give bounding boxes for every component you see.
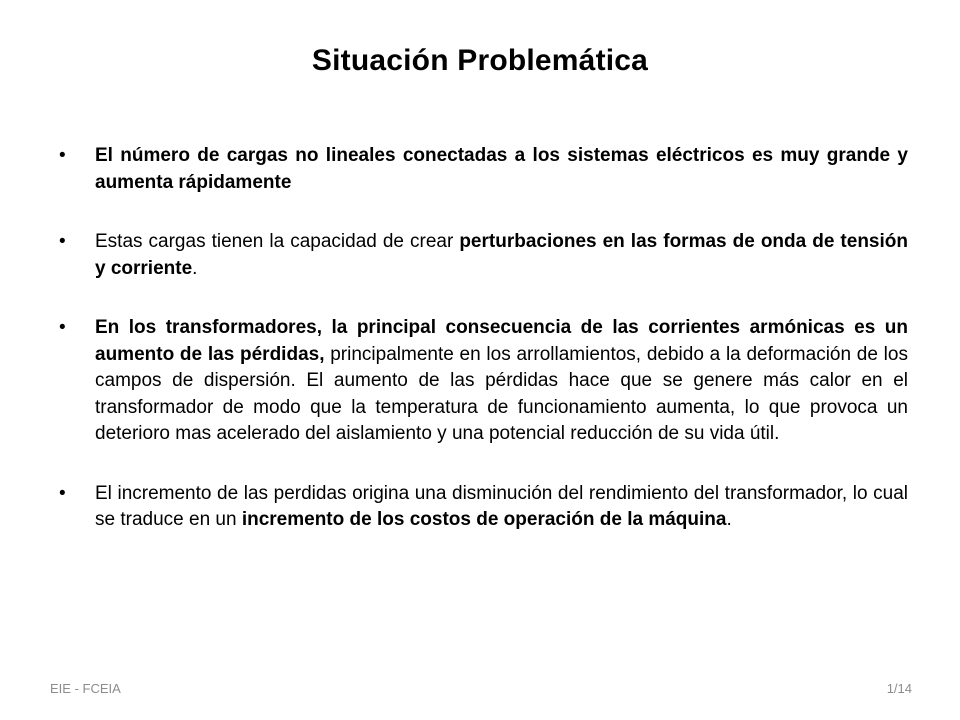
bullet-text: principalmente en los arrollamientos, debido a la deformación de los campos de dispersión. El aumento de las pérdidas hace que se genere más calor en el transformador de modo que la temperatura de funcionamiento aumenta, lo que provoca un deterioro mas acelerado del aislamiento y una potencial reducción de su vida útil. (95, 343, 908, 444)
bullet-text: El incremento de las perdidas origina una disminución del rendimiento del transformador, lo cual se traduce en un (95, 482, 908, 530)
bullet-text: . (726, 509, 732, 530)
slide-title: Situación Problemática (311, 44, 649, 77)
bullet-icon: • (59, 231, 66, 252)
bullet-item-1 (59, 143, 908, 196)
bullet-text-bold: perturbaciones en las formas de onda de tensión y corriente (95, 231, 908, 279)
page-number: 1/14 (886, 681, 912, 696)
bullet-text-bold: El número de cargas no lineales conectadas a los sistemas eléctricos es muy grande y aumenta rápidamente (95, 145, 908, 193)
bullet-text: Estas cargas tienen la capacidad de crear (95, 231, 460, 252)
bullet-list (59, 143, 908, 534)
bullet-text-bold: incremento de los costos de operación de la máquina (241, 509, 727, 530)
bullet-item-4 (59, 481, 908, 534)
bullet-icon: • (59, 145, 66, 166)
footer-label: EIE - FCEIA (50, 681, 121, 696)
bullet-text: . (192, 257, 198, 279)
bullet-text-bold: En los transformadores, la principal consecuencia de las corrientes armónicas es un aumento de las pérdidas, (95, 317, 908, 365)
bullet-item-3 (59, 315, 908, 448)
bullet-item-2 (59, 229, 908, 282)
bullet-icon: • (59, 317, 66, 338)
bullet-icon: • (59, 482, 66, 504)
